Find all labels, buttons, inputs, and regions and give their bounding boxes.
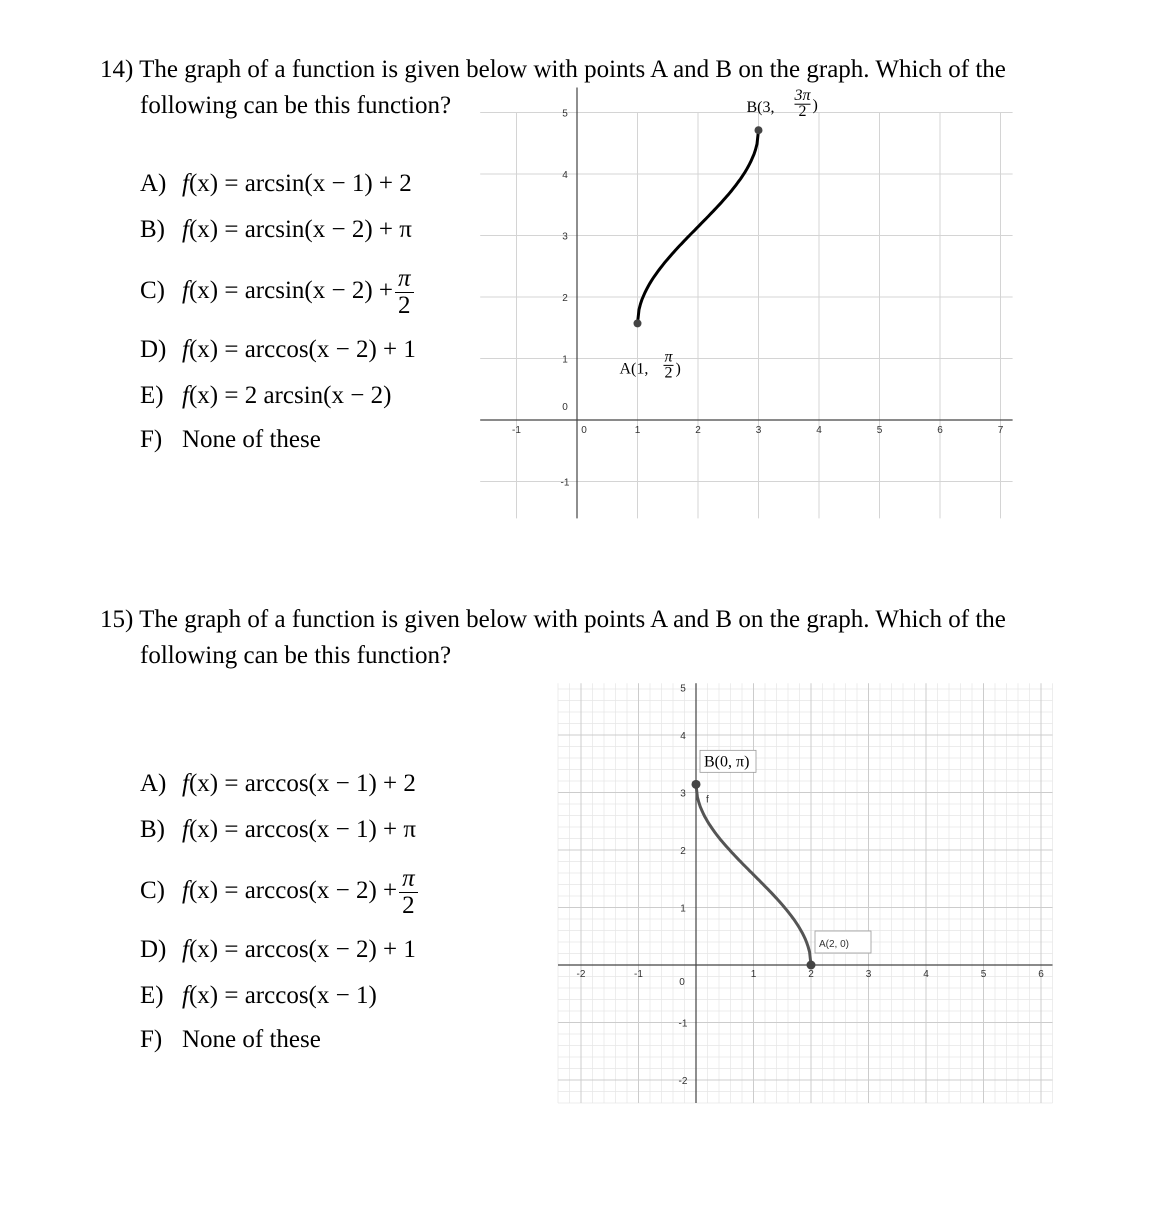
question-14-line1: 14) The graph of a function is given below with points A and B on the graph. Which of the xyxy=(100,56,1006,83)
function-name: f xyxy=(182,170,189,197)
choice-label: D) xyxy=(140,336,167,363)
function-name: f xyxy=(182,877,189,905)
graph-15 xyxy=(548,680,1056,1120)
function-name: f xyxy=(182,277,189,305)
choice-label: D) xyxy=(140,936,167,963)
choice-label: F) xyxy=(140,426,163,453)
point-b-frac-num: 3π xyxy=(794,87,811,105)
choice-expression: None of these xyxy=(182,1026,321,1053)
point-b-label: B(3, xyxy=(746,99,775,117)
q15-choice-a xyxy=(140,770,416,798)
q14-choice-f xyxy=(140,426,321,454)
q15-choice-f xyxy=(140,1026,321,1054)
choice-expression: (x) = arcsin(x − 2) + π xyxy=(188,216,412,243)
point-b xyxy=(755,126,763,134)
x-tick-label: -1 xyxy=(634,969,643,980)
question-15-line1: 15) The graph of a function is given below with points A and B on the graph. Which of the xyxy=(100,606,1006,633)
question-15 xyxy=(100,602,1006,674)
x-tick-label: 3 xyxy=(755,425,762,436)
fraction-numerator: π xyxy=(399,866,418,893)
point-a-frac-num: π xyxy=(664,348,673,366)
x-tick-label: 4 xyxy=(923,969,929,980)
q15-choice-c xyxy=(140,866,418,919)
y-tick-label: 2 xyxy=(680,846,686,857)
y-tick-label: 2 xyxy=(562,293,568,304)
choice-expression: (x) = arccos(x − 2) + xyxy=(188,877,398,905)
x-tick-label: -2 xyxy=(576,969,586,980)
x-tick-label: 6 xyxy=(937,425,943,436)
fraction-denominator: 2 xyxy=(402,892,415,919)
function-name: f xyxy=(182,336,189,363)
y-tick-label: 1 xyxy=(680,903,686,915)
function-name: f xyxy=(182,770,189,797)
graph-14 xyxy=(482,87,1012,520)
y-tick-label: 1 xyxy=(562,354,568,366)
point-a-close: ) xyxy=(675,360,681,378)
x-tick-label: 3 xyxy=(865,969,872,980)
point-b xyxy=(692,780,701,789)
choice-expression: (x) = 2 arcsin(x − 2) xyxy=(188,382,392,409)
y-tick-label: 4 xyxy=(562,170,568,181)
y-tick-label: 4 xyxy=(680,731,686,742)
function-name: f xyxy=(182,382,189,409)
x-tick-label: 5 xyxy=(876,425,883,436)
choice-label: A) xyxy=(140,170,167,197)
x-tick-label: 2 xyxy=(695,425,701,436)
q14-choice-a xyxy=(140,170,412,198)
choice-expression: (x) = arcsin(x − 2) + xyxy=(188,277,393,305)
choice-expression: (x) = arccos(x − 1) + 2 xyxy=(188,770,416,797)
q15-choice-d xyxy=(140,936,416,964)
x-tick-label: 1 xyxy=(750,969,757,980)
x-tick-label: 1 xyxy=(634,425,641,436)
x-tick-label: 7 xyxy=(997,425,1004,436)
choice-expression: (x) = arcsin(x − 1) + 2 xyxy=(188,170,412,197)
choice-expression: (x) = arccos(x − 2) + 1 xyxy=(188,936,416,963)
curve-label: f xyxy=(706,794,709,806)
q14-choice-e xyxy=(140,382,391,410)
y-tick-label: -2 xyxy=(678,1076,688,1087)
point-a-label: A(1, xyxy=(619,360,649,378)
choice-label: B) xyxy=(140,816,165,843)
point-a xyxy=(807,961,816,970)
function-name: f xyxy=(182,216,189,243)
fraction-denominator: 2 xyxy=(398,292,411,319)
point-a xyxy=(634,319,642,327)
fraction xyxy=(395,266,414,319)
y-tick-label: 5 xyxy=(562,108,568,120)
point-a-frac-den: 2 xyxy=(664,364,673,382)
point-b-label: B(0, π) xyxy=(704,753,750,771)
question-14 xyxy=(100,52,1006,124)
question-14-line2: following can be this function? xyxy=(140,92,452,119)
x-tick-label: 0 xyxy=(581,425,587,436)
choice-label: C) xyxy=(140,277,165,305)
x-tick-label: 0 xyxy=(679,977,685,988)
q15-choice-b xyxy=(140,816,416,844)
y-tick-label: 5 xyxy=(680,683,686,695)
choice-expression: (x) = arccos(x − 1) + π xyxy=(188,816,417,843)
y-tick-label: 0 xyxy=(562,402,568,413)
q14-choice-c xyxy=(140,266,414,319)
y-tick-label: 3 xyxy=(562,231,568,243)
fraction xyxy=(399,866,418,919)
choice-expression: None of these xyxy=(182,426,321,453)
y-tick-label: -1 xyxy=(678,1018,688,1030)
point-b-close: ) xyxy=(812,97,818,115)
x-tick-label: 2 xyxy=(808,969,814,980)
function-name: f xyxy=(182,816,189,843)
q14-choice-b xyxy=(140,216,412,244)
y-tick-label: 3 xyxy=(680,788,686,800)
choice-label: F) xyxy=(140,1026,163,1053)
fraction-numerator: π xyxy=(395,266,414,293)
function-name: f xyxy=(182,982,189,1009)
x-tick-label: -1 xyxy=(512,425,521,436)
y-tick-label: -1 xyxy=(560,477,570,489)
q14-choice-d xyxy=(140,336,416,364)
q15-choice-e xyxy=(140,982,377,1010)
choice-label: E) xyxy=(140,982,164,1009)
choice-expression: (x) = arccos(x − 1) xyxy=(188,982,377,1009)
x-tick-label: 4 xyxy=(816,425,822,436)
choice-label: A) xyxy=(140,770,167,797)
x-tick-label: 5 xyxy=(980,969,987,980)
question-15-line2: following can be this function? xyxy=(140,642,452,669)
choice-expression: (x) = arccos(x − 2) + 1 xyxy=(188,336,416,363)
point-b-frac-den: 2 xyxy=(798,103,807,121)
function-name: f xyxy=(182,936,189,963)
x-tick-label: 6 xyxy=(1038,969,1044,980)
point-a-label: A(2, 0) xyxy=(819,939,850,950)
choice-label: B) xyxy=(140,216,165,243)
choice-label: E) xyxy=(140,382,164,409)
choice-label: C) xyxy=(140,877,165,905)
